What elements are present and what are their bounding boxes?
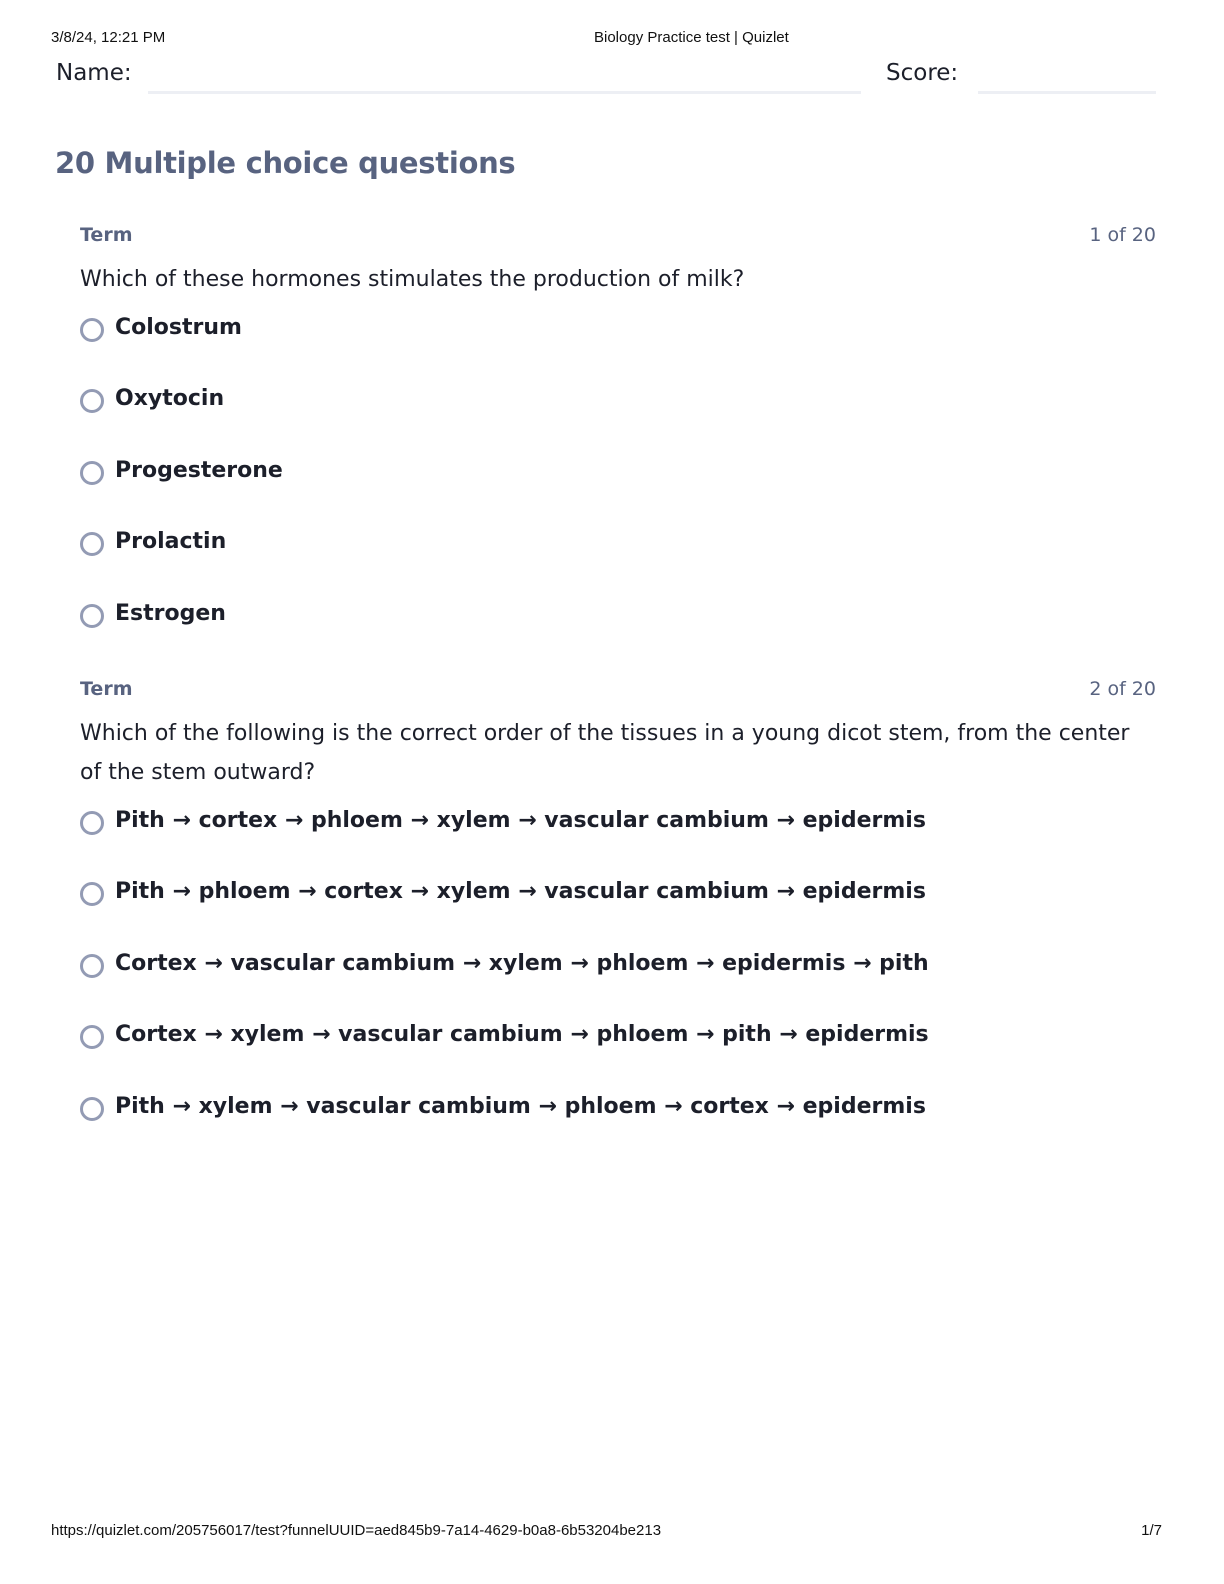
radio-button-icon[interactable] xyxy=(80,532,104,556)
answer-option[interactable] xyxy=(80,950,1156,1024)
answer-option-label[interactable]: Oxytocin xyxy=(115,386,225,412)
radio-button-icon[interactable] xyxy=(80,954,104,978)
page-number: 1/7 xyxy=(1141,1522,1162,1539)
print-datetime: 3/8/24, 12:21 PM xyxy=(51,29,166,46)
answer-option[interactable] xyxy=(80,600,1156,674)
answer-options xyxy=(80,810,1156,1167)
answer-option-label[interactable]: Cortex → xylem → vascular cambium → phloem → pith → epidermis xyxy=(115,1022,929,1048)
answer-option[interactable] xyxy=(80,317,1156,388)
print-header xyxy=(51,29,1173,49)
answer-option-label[interactable]: Cortex → vascular cambium → xylem → phloem → epidermis → pith xyxy=(115,950,929,976)
answer-option-label[interactable]: Pith → cortex → phloem → xylem → vascular cambium → epidermis xyxy=(115,808,926,833)
answer-option-label[interactable]: Estrogen xyxy=(115,600,226,626)
name-label: Name: xyxy=(56,60,132,86)
question-header xyxy=(80,678,1156,704)
score-field[interactable] xyxy=(978,91,1156,94)
answer-option[interactable] xyxy=(80,1093,1156,1167)
answer-option-label[interactable]: Pith → phloem → cortex → xylem → vascular cambium → epidermis xyxy=(115,879,926,905)
answer-option[interactable] xyxy=(80,810,1156,881)
answer-option-label[interactable]: Colostrum xyxy=(115,315,242,340)
question-counter: 1 of 20 xyxy=(1089,224,1156,246)
answer-option-label[interactable]: Pith → xylem → vascular cambium → phloem → cortex → epidermis xyxy=(115,1093,926,1119)
question-counter: 2 of 20 xyxy=(1089,678,1156,700)
question-2 xyxy=(80,678,1156,1167)
print-page-title: Biology Practice test | Quizlet xyxy=(594,29,789,46)
question-header xyxy=(80,224,1156,250)
answer-option[interactable] xyxy=(80,388,1156,459)
section-title: 20 Multiple choice questions xyxy=(55,146,516,180)
question-text: Which of these hormones stimulates the production of milk? xyxy=(80,267,745,292)
answer-option-label[interactable]: Progesterone xyxy=(115,457,283,483)
answer-option[interactable] xyxy=(80,881,1156,952)
answer-option[interactable] xyxy=(80,457,1156,531)
radio-button-icon[interactable] xyxy=(80,318,104,342)
answer-option-label[interactable]: Prolactin xyxy=(115,529,227,555)
radio-button-icon[interactable] xyxy=(80,389,104,413)
answer-option[interactable] xyxy=(80,531,1156,602)
answer-options xyxy=(80,317,1156,674)
print-footer xyxy=(51,1522,1162,1542)
answer-option[interactable] xyxy=(80,1024,1156,1095)
term-label: Term xyxy=(80,678,133,700)
question-text: Which of the following is the correct order of the tissues in a young dicot stem, from the center of the stem outward? xyxy=(80,721,1130,785)
page-url[interactable]: https://quizlet.com/205756017/test?funnelUUID=aed845b9-7a14-4629-b0a8-6b53204be213 xyxy=(51,1522,662,1539)
name-score-row xyxy=(56,60,1156,100)
radio-button-icon[interactable] xyxy=(80,461,104,485)
question-1 xyxy=(80,224,1156,674)
radio-button-icon[interactable] xyxy=(80,604,104,628)
term-label: Term xyxy=(80,224,133,246)
radio-button-icon[interactable] xyxy=(80,811,104,835)
radio-button-icon[interactable] xyxy=(80,882,104,906)
name-field[interactable] xyxy=(148,91,861,94)
radio-button-icon[interactable] xyxy=(80,1025,104,1049)
radio-button-icon[interactable] xyxy=(80,1097,104,1121)
score-label: Score: xyxy=(886,60,959,86)
